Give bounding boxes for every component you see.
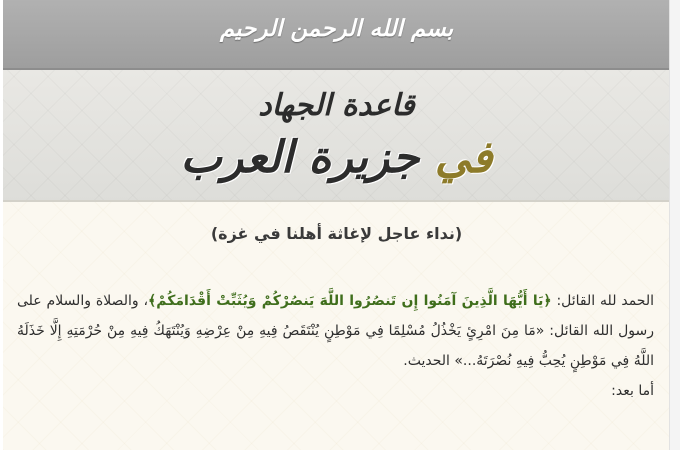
hadith-text: ، والصلاة والسلام على رسول الله القائل: «مَا مِنَ امْرِئٍ يَخْذُلُ مُسْلِمًا فِي مَوْطِنٍ يُنْتَقَصُ فِيهِ مِنْ عِرْضِهِ وَيُنْتَهَكُ فِيهِ مِنْ حُرْمَتِهِ إِلَّا خَذَلَهُ اللَّهُ فِي مَوْطِنٍ يُحِبُّ فِيهِ نُصْرَتَهُ...» الحديث. [17,293,654,369]
document-page [3,0,670,450]
quran-verse: ﴿يَا أَيُّهَا الَّذِينَ آمَنُوا إِن تَنصُرُوا اللَّهَ يَنصُرْكُمْ وَيُثَبِّتْ أَقْدَامَكُمْ﴾ [148,293,552,309]
title-panel [3,70,670,202]
body-text [17,286,654,406]
vertical-scrollbar[interactable] [669,0,680,450]
title-line-2-prefix: في [419,132,493,183]
basmala-calligraphy: بسم الله الرحمن الرحيم [219,15,454,42]
closing-line: أما بعد: [611,383,654,399]
content-area [3,202,670,450]
title-line-2-main: جزيرة العرب [180,132,420,183]
header-banner [3,0,670,70]
body-intro: الحمد لله القائل: [551,293,654,309]
title-line-2 [3,132,670,183]
body-paragraph [17,286,654,376]
subtitle: (نداء عاجل لإغاثة أهلنا في غزة) [210,224,463,243]
title-line-1: قاعدة الجهاد [258,88,415,123]
